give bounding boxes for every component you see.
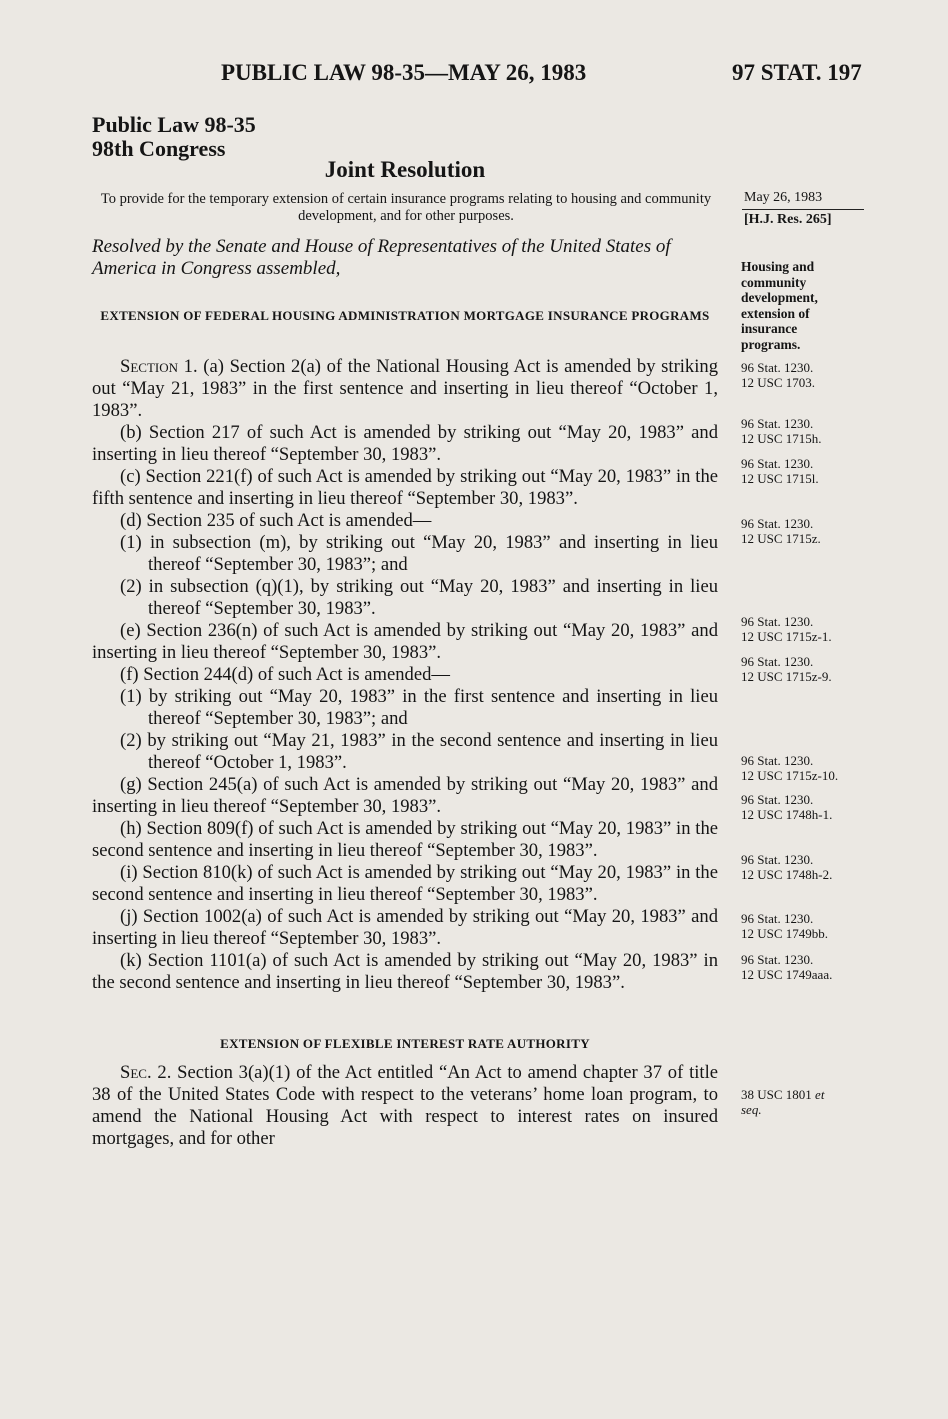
subsection-i: (i) Section 810(k) of such Act is amended by striking out “May 20, 1983” in the second sentence and inserting in lieu thereof “September 30, 1983”. <box>92 862 718 905</box>
congress-number: 98th Congress <box>92 136 226 161</box>
paragraph-f2: (2) by striking out “May 21, 1983” in the second sentence and inserting in lieu thereof “October 1, 1983”. <box>120 730 718 773</box>
margin-citation: 96 Stat. 1230. 12 USC 1715z-9. <box>741 654 832 684</box>
margin-citation: 96 Stat. 1230. 12 USC 1748h-2. <box>741 852 833 882</box>
document-type-heading: Joint Resolution <box>324 157 486 182</box>
margin-citation: 96 Stat. 1230. 12 USC 1749bb. <box>741 911 829 941</box>
margin-divider <box>742 209 864 210</box>
section-1-heading: EXTENSION OF FEDERAL HOUSING ADMINISTRATION MORTGAGE INSURANCE PROGRAMS <box>100 308 710 323</box>
margin-bill-number: [H.J. Res. 265] <box>744 212 832 227</box>
margin-citation: 96 Stat. 1230. 12 USC 1715z-1. <box>741 614 832 644</box>
subsection-d: (d) Section 235 of such Act is amended— <box>120 510 432 531</box>
subsection-b: (b) Section 217 of such Act is amended by striking out “May 20, 1983” and inserting in lieu thereof “September 30, 1983”. <box>92 422 718 465</box>
margin-citation: 96 Stat. 1230. 12 USC 1715h. <box>741 416 822 446</box>
subsection-e: (e) Section 236(n) of such Act is amended by striking out “May 20, 1983” and inserting in lieu thereof “September 30, 1983”. <box>92 620 718 663</box>
section-1-body <box>92 356 718 994</box>
section-2-heading: EXTENSION OF FLEXIBLE INTEREST RATE AUTHORITY <box>220 1036 590 1051</box>
purpose-statement: To provide for the temporary extension of certain insurance programs relating to housing and community development, and for other purposes. <box>100 191 712 224</box>
subsection-k: (k) Section 1101(a) of such Act is amended by striking out “May 20, 1983” in the second sentence and inserting in lieu thereof “September 30, 1983”. <box>92 950 718 993</box>
margin-citation: 96 Stat. 1230. 12 USC 1715l. <box>741 456 819 486</box>
subsection-j: (j) Section 1002(a) of such Act is amended by striking out “May 20, 1983” and inserting in lieu thereof “September 30, 1983”. <box>92 906 718 949</box>
margin-topic-note: Housing and community development, extension of insurance programs. <box>741 259 818 352</box>
running-header-stat: 97 STAT. 197 <box>732 60 862 85</box>
public-law-number: Public Law 98-35 <box>92 112 256 137</box>
subsection-h: (h) Section 809(f) of such Act is amended by striking out “May 20, 1983” in the second sentence and inserting in lieu thereof “September 30, 1983”. <box>92 818 718 861</box>
margin-citation: 96 Stat. 1230. 12 USC 1749aaa. <box>741 952 833 982</box>
paragraph-d1: (1) in subsection (m), by striking out “May 20, 1983” and inserting in lieu thereof “September 30, 1983”; and <box>120 532 718 575</box>
paragraph-f1: (1) by striking out “May 20, 1983” in the first sentence and inserting in lieu thereof “September 30, 1983”; and <box>120 686 718 729</box>
running-header-title: PUBLIC LAW 98-35—MAY 26, 1983 <box>221 60 587 85</box>
paragraph-d2: (2) in subsection (q)(1), by striking out “May 20, 1983” and inserting in lieu thereof “September 30, 1983”. <box>120 576 718 619</box>
margin-citation: 96 Stat. 1230. 12 USC 1748h-1. <box>741 792 833 822</box>
margin-citation: 96 Stat. 1230. 12 USC 1703. <box>741 360 816 390</box>
section-2-body: Sec. 2. Section 3(a)(1) of the Act entitled “An Act to amend chapter 37 of title 38 of the United States Code with respect to the veterans’ home loan program, to amend the National Housing Act with respect to interest rates on insured mortgages, and for other <box>92 1062 718 1149</box>
subsection-a: Section 1. (a) Section 2(a) of the National Housing Act is amended by striking out “May 21, 1983” in the first sentence and inserting in lieu thereof “October 1, 1983”. <box>92 356 718 421</box>
margin-citation: 96 Stat. 1230. 12 USC 1715z-10. <box>741 753 839 783</box>
resolving-clause: Resolved by the Senate and House of Representatives of the United States of America in Congress assembled, <box>92 236 671 279</box>
subsection-f: (f) Section 244(d) of such Act is amended— <box>120 664 450 685</box>
subsection-c: (c) Section 221(f) of such Act is amended by striking out “May 20, 1983” in the fifth sentence and inserting in lieu thereof “September 30, 1983”. <box>92 466 718 509</box>
subsection-g: (g) Section 245(a) of such Act is amended by striking out “May 20, 1983” and inserting in lieu thereof “September 30, 1983”. <box>92 774 718 817</box>
margin-citation: 96 Stat. 1230. 12 USC 1715z. <box>741 516 821 546</box>
margin-date: May 26, 1983 <box>744 190 823 205</box>
margin-citation-section-2: 38 USC 1801 et seq. <box>741 1087 825 1117</box>
